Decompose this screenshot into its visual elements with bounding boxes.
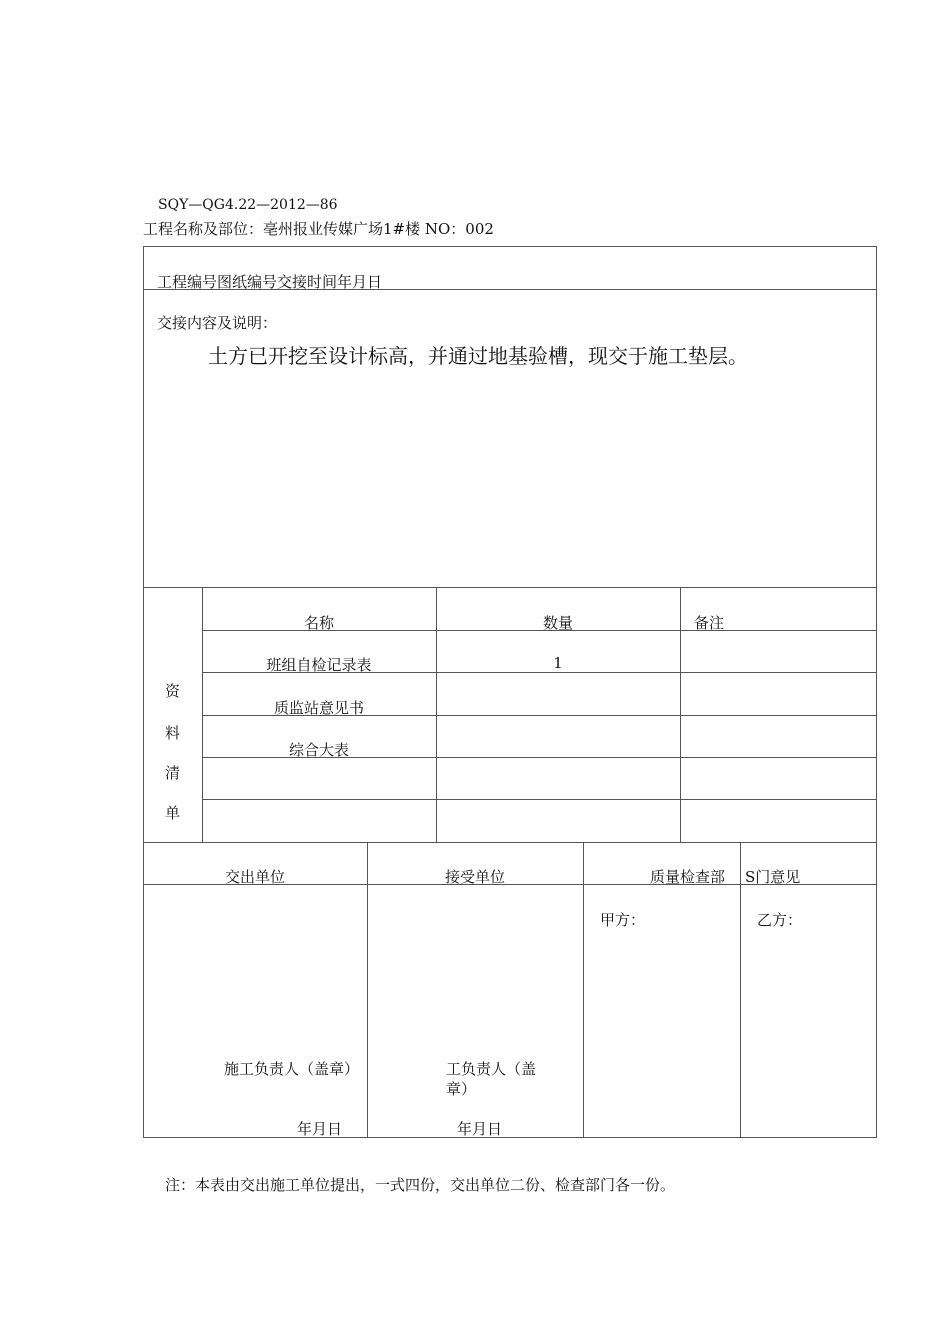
table-row-1-name: 班组自检记录表 [266,656,372,674]
materials-side-label-1: 资 [165,682,181,700]
receive-signature: 工负责人（盖章） [446,1060,537,1098]
materials-side-label-4: 单 [165,804,181,822]
table-row-3-name: 综合大表 [288,741,349,759]
receive-date: 年月日 [457,1120,503,1138]
content-text: 土方已开挖至设计标高，并通过地基验槽，现交于施工垫层。 [208,344,748,368]
project-name-line: 工程名称及部位：亳州报业传媒广场1#楼 NO：002 [143,220,494,238]
table-row-2-name: 质监站意见书 [273,699,364,717]
footnote: 注：本表由交出施工单位提出，一式四份，交出单位二份、检查部门各一份。 [165,1176,676,1194]
table-row-1-qty: 1 [553,654,563,672]
col-quality-dept: 质量检查部 [650,868,726,886]
info-row: 工程编号图纸编号交接时间年月日 [157,273,383,291]
deliver-date: 年月日 [297,1120,343,1138]
materials-side-label-2: 料 [165,724,181,742]
col-quality-dept-tail: S门意见 [745,868,801,886]
document-code: SQY—QG4.22—2012—86 [158,197,338,213]
content-label: 交接内容及说明： [157,314,278,332]
header-quantity: 数量 [542,614,573,632]
deliver-signature: 施工负责人（盖章） [224,1060,360,1078]
party-a-label: 甲方： [600,911,646,929]
header-note: 备注 [694,614,725,632]
col-deliver-unit: 交出单位 [224,868,285,886]
materials-side-label-3: 清 [165,764,181,782]
party-b-label: 乙方： [757,911,803,929]
col-receive-unit: 接受单位 [444,868,505,886]
header-name: 名称 [303,614,334,632]
